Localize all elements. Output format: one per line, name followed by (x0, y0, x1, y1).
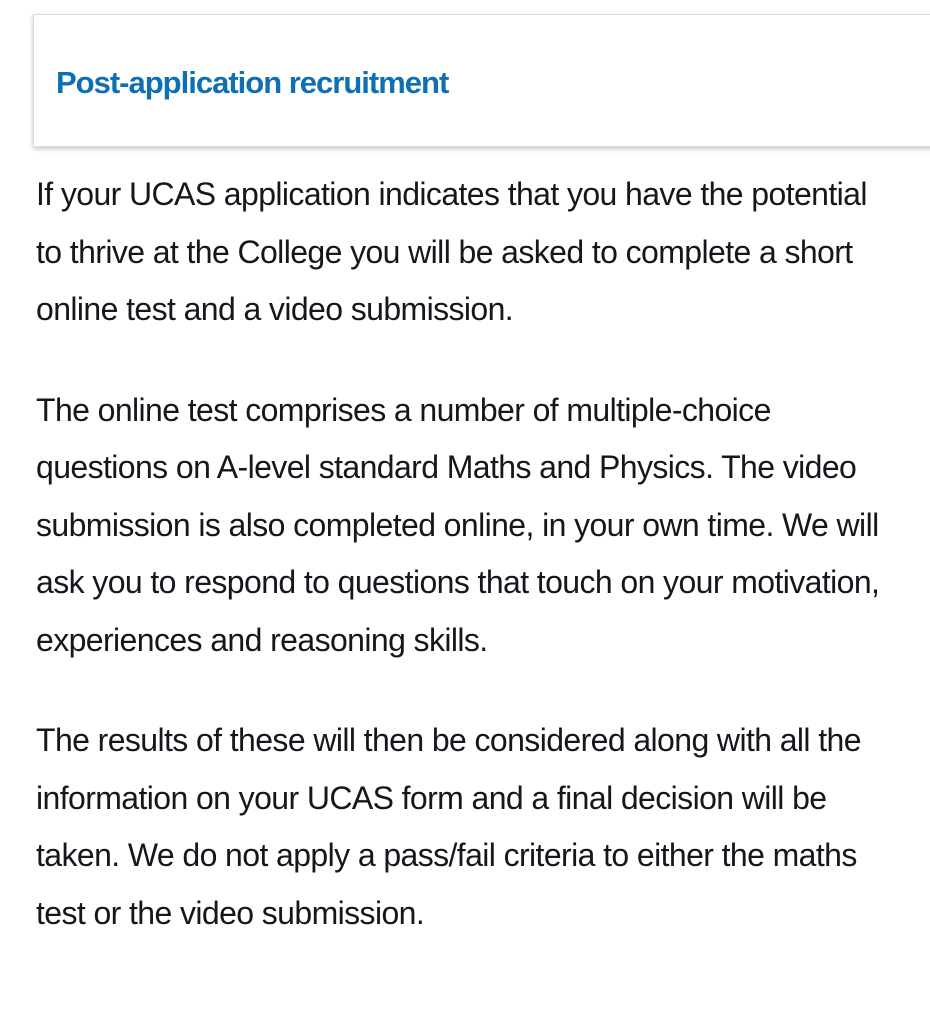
section-title: Post-application recruitment (56, 64, 449, 100)
paragraph-final-decision: The results of these will then be considered along with all the information on your UCAS form and a final decision will be taken. We do not apply a pass/fail criteria to either the maths test or the video submission. (36, 722, 861, 931)
section-content (36, 166, 896, 985)
paragraph-application-test: If your UCAS application indicates that you have the potential to thrive at the College you will be asked to complete a short online test and a video submission. (36, 176, 867, 327)
section-header (33, 14, 930, 147)
paragraph-test-details: The online test comprises a number of multiple-choice questions on A-level standard Maths and Physics. The video submission is also completed online, in your own time. We will ask you to respond to questions that touch on your motivation, experiences and reasoning skills. (36, 391, 880, 658)
